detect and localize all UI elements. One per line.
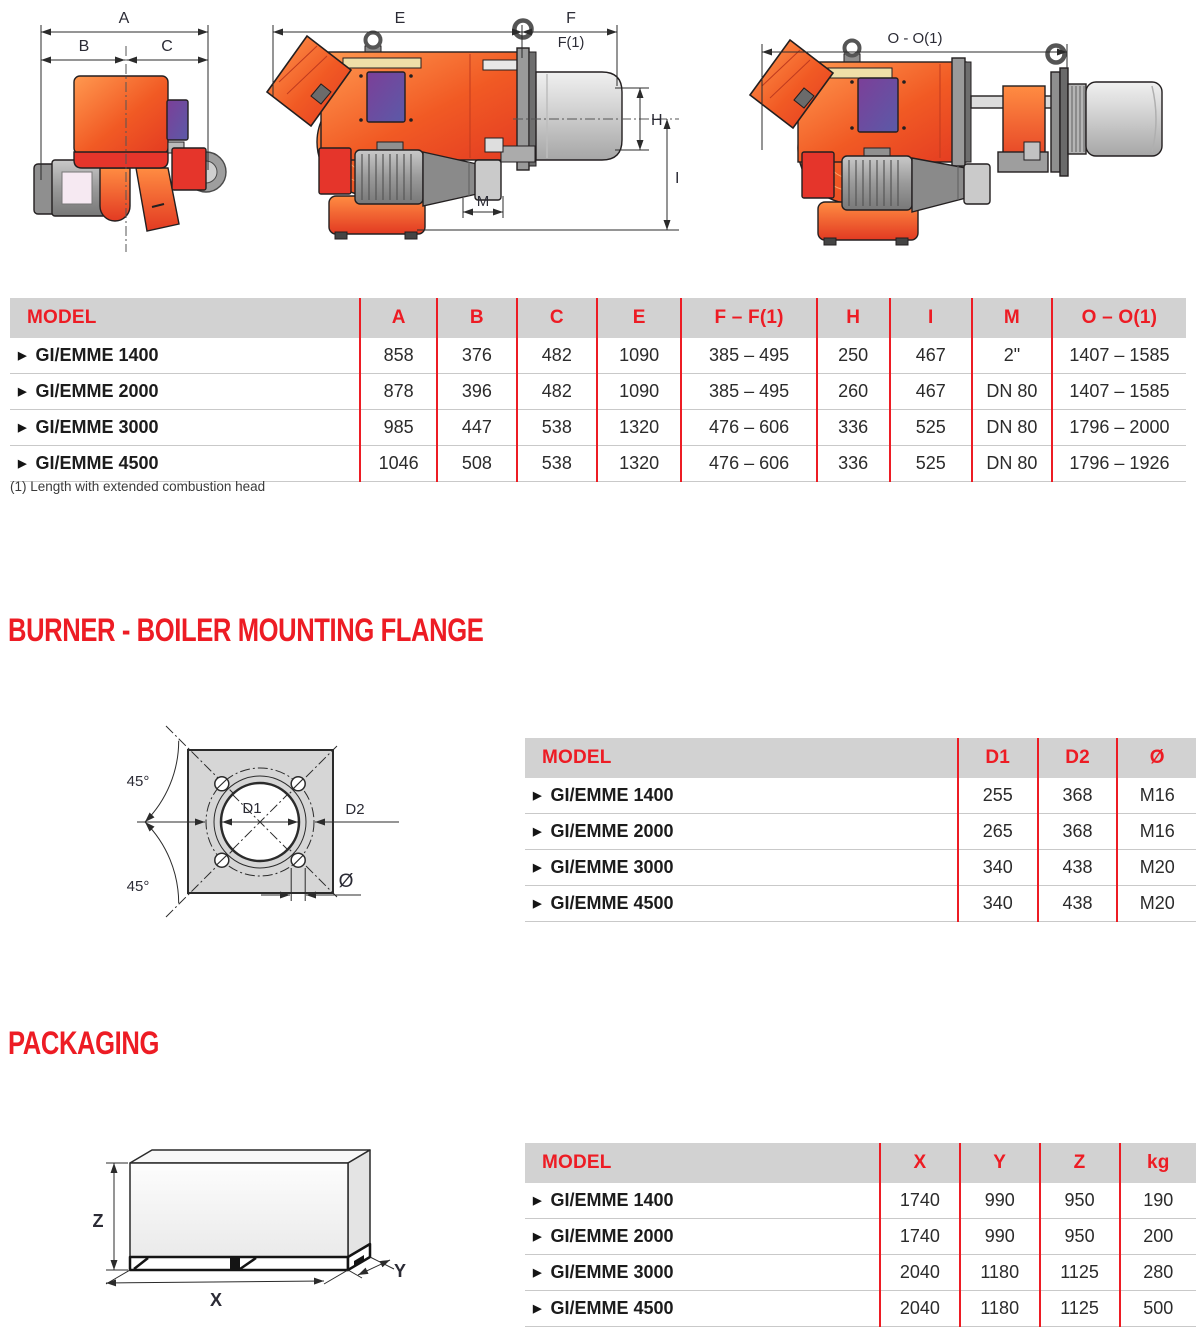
value-cell: M16 bbox=[1117, 778, 1196, 814]
model-cell bbox=[525, 1291, 880, 1327]
model-cell bbox=[525, 1183, 880, 1219]
column-header-m: M bbox=[972, 298, 1052, 338]
value-cell: 376 bbox=[437, 338, 517, 374]
column-header-model: MODEL bbox=[10, 298, 360, 338]
value-cell: 1125 bbox=[1040, 1255, 1120, 1291]
section-title-flange: BURNER - BOILER MOUNTING FLANGE bbox=[8, 612, 484, 648]
row-marker-icon: ▶ bbox=[533, 790, 542, 802]
value-cell: 336 bbox=[817, 446, 890, 482]
value-cell: 476 – 606 bbox=[681, 410, 816, 446]
column-header-i: I bbox=[890, 298, 972, 338]
table-row bbox=[10, 446, 1186, 482]
value-cell: 340 bbox=[958, 886, 1038, 922]
value-cell: M16 bbox=[1117, 814, 1196, 850]
flange-angle-bottom-label: 45° bbox=[126, 878, 150, 895]
value-cell: 1125 bbox=[1040, 1291, 1120, 1327]
model-cell bbox=[10, 410, 360, 446]
table-row bbox=[10, 410, 1186, 446]
value-cell: 1796 – 2000 bbox=[1052, 410, 1186, 446]
value-cell: 990 bbox=[960, 1183, 1040, 1219]
value-cell: 1090 bbox=[597, 338, 682, 374]
row-marker-icon: ▶ bbox=[533, 1267, 542, 1279]
value-cell: 396 bbox=[437, 374, 517, 410]
row-marker-icon: ▶ bbox=[18, 458, 27, 470]
value-cell: 1320 bbox=[597, 446, 682, 482]
model-label: GI/EMME 1400 bbox=[35, 345, 159, 365]
value-cell: 1090 bbox=[597, 374, 682, 410]
value-cell: 990 bbox=[960, 1219, 1040, 1255]
table-row bbox=[525, 850, 1196, 886]
value-cell: 336 bbox=[817, 410, 890, 446]
value-cell: 1407 – 1585 bbox=[1052, 338, 1186, 374]
value-cell: 467 bbox=[890, 338, 972, 374]
column-header--: Ø bbox=[1117, 738, 1196, 778]
value-cell: 368 bbox=[1038, 814, 1118, 850]
burner-front-body bbox=[34, 76, 226, 231]
dimensions-table-header-row bbox=[10, 298, 1186, 338]
value-cell: 538 bbox=[517, 410, 597, 446]
drawing-burner-side-view bbox=[255, 0, 695, 265]
column-header-e: E bbox=[597, 298, 682, 338]
model-label: GI/EMME 1400 bbox=[550, 1190, 674, 1210]
value-cell: 2" bbox=[972, 338, 1052, 374]
value-cell: 482 bbox=[517, 374, 597, 410]
value-cell: 447 bbox=[437, 410, 517, 446]
table-row bbox=[525, 1219, 1196, 1255]
footnote: (1) Length with extended combustion head bbox=[10, 479, 266, 494]
value-cell: 1180 bbox=[960, 1255, 1040, 1291]
model-cell bbox=[525, 850, 958, 886]
table-row bbox=[525, 1183, 1196, 1219]
burner-extended-body bbox=[750, 40, 1162, 245]
flange-angle-top-label: 45° bbox=[126, 773, 150, 790]
model-cell bbox=[525, 1255, 880, 1291]
value-cell: 385 – 495 bbox=[681, 374, 816, 410]
dim-label-m: M bbox=[476, 193, 490, 210]
model-label: GI/EMME 3000 bbox=[35, 417, 159, 437]
model-cell bbox=[525, 1219, 880, 1255]
dim-label-f: F bbox=[566, 10, 576, 27]
value-cell: 265 bbox=[958, 814, 1038, 850]
value-cell: DN 80 bbox=[972, 374, 1052, 410]
model-label: GI/EMME 4500 bbox=[35, 453, 159, 473]
column-header-a: A bbox=[360, 298, 436, 338]
model-cell bbox=[10, 446, 360, 482]
value-cell: 1796 – 1926 bbox=[1052, 446, 1186, 482]
row-marker-icon: ▶ bbox=[533, 1231, 542, 1243]
value-cell: 467 bbox=[890, 374, 972, 410]
value-cell: 525 bbox=[890, 410, 972, 446]
model-cell bbox=[525, 814, 958, 850]
model-cell bbox=[525, 886, 958, 922]
value-cell: 2040 bbox=[880, 1255, 960, 1291]
drawing-burner-extended-head-view bbox=[740, 0, 1196, 265]
value-cell: 438 bbox=[1038, 886, 1118, 922]
flange-geometry bbox=[137, 726, 399, 917]
value-cell: 385 – 495 bbox=[681, 338, 816, 374]
table-row bbox=[525, 1291, 1196, 1327]
table-row bbox=[525, 1255, 1196, 1291]
flange-diameter-label: Ø bbox=[338, 871, 354, 892]
value-cell: 482 bbox=[517, 338, 597, 374]
column-header-c: C bbox=[517, 298, 597, 338]
value-cell: 950 bbox=[1040, 1183, 1120, 1219]
model-cell bbox=[10, 374, 360, 410]
model-label: GI/EMME 2000 bbox=[550, 821, 674, 841]
table-row bbox=[525, 886, 1196, 922]
row-marker-icon: ▶ bbox=[18, 350, 27, 362]
value-cell: 500 bbox=[1120, 1291, 1196, 1327]
table-row bbox=[525, 814, 1196, 850]
value-cell: 508 bbox=[437, 446, 517, 482]
column-header-model: MODEL bbox=[525, 738, 958, 778]
row-marker-icon: ▶ bbox=[18, 386, 27, 398]
row-marker-icon: ▶ bbox=[533, 1195, 542, 1207]
column-header-kg: kg bbox=[1120, 1143, 1196, 1183]
value-cell: 438 bbox=[1038, 850, 1118, 886]
dim-label-f1: F(1) bbox=[557, 35, 585, 51]
table-row bbox=[10, 374, 1186, 410]
flange-table-header-row bbox=[525, 738, 1196, 778]
model-label: GI/EMME 3000 bbox=[550, 857, 674, 877]
value-cell: 1180 bbox=[960, 1291, 1040, 1327]
row-marker-icon: ▶ bbox=[533, 1303, 542, 1315]
dim-label-e: E bbox=[394, 10, 406, 27]
model-label: GI/EMME 1400 bbox=[550, 785, 674, 805]
column-header-h: H bbox=[817, 298, 890, 338]
drawing-package bbox=[60, 1105, 460, 1329]
table-row bbox=[525, 778, 1196, 814]
value-cell: 260 bbox=[817, 374, 890, 410]
package-z-label: Z bbox=[92, 1211, 104, 1231]
model-label: GI/EMME 2000 bbox=[35, 381, 159, 401]
package-x-label: X bbox=[209, 1290, 223, 1310]
value-cell: 255 bbox=[958, 778, 1038, 814]
row-marker-icon: ▶ bbox=[533, 826, 542, 838]
package-y-label: Y bbox=[393, 1261, 407, 1281]
column-header-o-o-1-: O – O(1) bbox=[1052, 298, 1186, 338]
dim-label-a: A bbox=[118, 10, 130, 27]
dimensions-table bbox=[10, 298, 1186, 482]
model-label: GI/EMME 4500 bbox=[550, 893, 674, 913]
burner-side-body bbox=[267, 21, 622, 240]
flange-d1-label: D1 bbox=[242, 800, 262, 817]
column-header-z: Z bbox=[1040, 1143, 1120, 1183]
column-header-model: MODEL bbox=[525, 1143, 880, 1183]
section-title-packaging: PACKAGING bbox=[8, 1025, 159, 1061]
value-cell: DN 80 bbox=[972, 446, 1052, 482]
dim-label-o: O - O(1) bbox=[887, 30, 943, 47]
dim-label-i: I bbox=[675, 170, 680, 187]
value-cell: 2040 bbox=[880, 1291, 960, 1327]
value-cell: 858 bbox=[360, 338, 436, 374]
column-header-b: B bbox=[437, 298, 517, 338]
value-cell: 200 bbox=[1120, 1219, 1196, 1255]
value-cell: 1407 – 1585 bbox=[1052, 374, 1186, 410]
row-marker-icon: ▶ bbox=[533, 862, 542, 874]
value-cell: 1320 bbox=[597, 410, 682, 446]
packaging-table bbox=[525, 1143, 1196, 1327]
value-cell: 538 bbox=[517, 446, 597, 482]
model-label: GI/EMME 2000 bbox=[550, 1226, 674, 1246]
value-cell: 280 bbox=[1120, 1255, 1196, 1291]
value-cell: 368 bbox=[1038, 778, 1118, 814]
value-cell: 476 – 606 bbox=[681, 446, 816, 482]
flange-d2-label: D2 bbox=[345, 801, 365, 818]
value-cell: M20 bbox=[1117, 886, 1196, 922]
column-header-d1: D1 bbox=[958, 738, 1038, 778]
value-cell: 340 bbox=[958, 850, 1038, 886]
value-cell: 1046 bbox=[360, 446, 436, 482]
value-cell: 190 bbox=[1120, 1183, 1196, 1219]
drawing-burner-front-view bbox=[0, 0, 240, 265]
model-cell bbox=[525, 778, 958, 814]
table-row bbox=[10, 338, 1186, 374]
dim-label-c: C bbox=[161, 38, 173, 55]
value-cell: 525 bbox=[890, 446, 972, 482]
value-cell: M20 bbox=[1117, 850, 1196, 886]
drawing-mounting-flange bbox=[55, 705, 415, 950]
row-marker-icon: ▶ bbox=[18, 422, 27, 434]
column-header-d2: D2 bbox=[1038, 738, 1118, 778]
flange-table bbox=[525, 738, 1196, 922]
value-cell: 1740 bbox=[880, 1183, 960, 1219]
model-label: GI/EMME 3000 bbox=[550, 1262, 674, 1282]
value-cell: 985 bbox=[360, 410, 436, 446]
row-marker-icon: ▶ bbox=[533, 898, 542, 910]
value-cell: 878 bbox=[360, 374, 436, 410]
value-cell: 1740 bbox=[880, 1219, 960, 1255]
model-cell bbox=[10, 338, 360, 374]
value-cell: 950 bbox=[1040, 1219, 1120, 1255]
dim-label-h: H bbox=[651, 112, 663, 129]
model-label: GI/EMME 4500 bbox=[550, 1298, 674, 1318]
column-header-y: Y bbox=[960, 1143, 1040, 1183]
packaging-table-header-row bbox=[525, 1143, 1196, 1183]
dim-label-b: B bbox=[78, 38, 90, 55]
value-cell: 250 bbox=[817, 338, 890, 374]
package-box bbox=[130, 1150, 370, 1257]
value-cell: DN 80 bbox=[972, 410, 1052, 446]
column-header-f-f-1-: F – F(1) bbox=[681, 298, 816, 338]
column-header-x: X bbox=[880, 1143, 960, 1183]
